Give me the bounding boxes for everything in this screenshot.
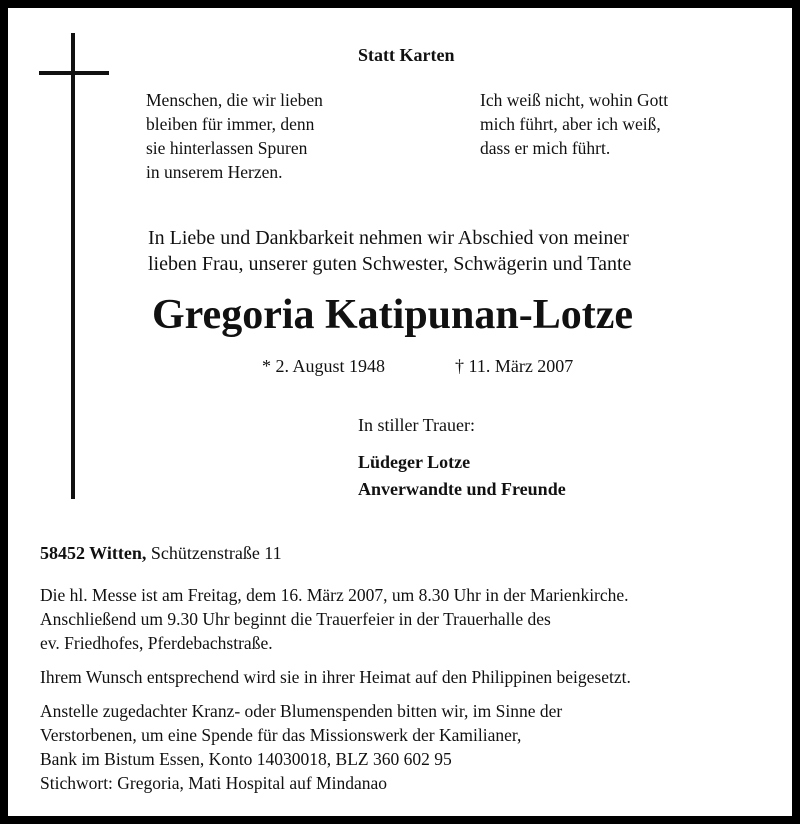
paragraph-line: ev. Friedhofes, Pferdebachstraße. [40,633,273,653]
poem-left-line: bleiben für immer, denn [146,114,315,134]
cross-icon-bar [39,71,109,75]
poem-left-line: sie hinterlassen Spuren [146,138,308,158]
deceased-name: Gregoria Katipunan-Lotze [152,292,634,338]
obituary-card [8,8,792,816]
birth-date: * 2. August 1948 [262,356,386,376]
mourner: Lüdeger Lotze [358,452,471,472]
paragraph-line: Verstorbenen, um eine Spende für das Missionswerk der Kamilianer, [40,725,522,745]
header-title: Statt Karten [358,45,455,65]
poem-left-line: in unserem Herzen. [146,162,283,182]
paragraph-line: Anschließend um 9.30 Uhr beginnt die Trauerfeier in der Trauerhalle des [40,609,551,629]
paragraph-line: Die hl. Messe ist am Freitag, dem 16. März 2007, um 8.30 Uhr in der Marienkirche. [40,585,629,605]
mourning-label: In stiller Trauer: [358,415,475,435]
cross-icon [71,33,75,499]
poem-right-line: dass er mich führt. [480,138,611,158]
poem-right-line: Ich weiß nicht, wohin Gott [480,90,669,110]
death-date: † 11. März 2007 [455,356,574,376]
address-city: 58452 Witten, [40,543,147,563]
paragraph-line: Ihrem Wunsch entsprechend wird sie in ihrer Heimat auf den Philippinen beigesetzt. [40,667,631,687]
address-street: Schützenstraße 11 [150,543,282,563]
paragraph-line: Bank im Bistum Essen, Konto 14030018, BLZ 360 602 95 [40,749,452,769]
intro-line: lieben Frau, unserer guten Schwester, Schwägerin und Tante [148,253,632,275]
mourner: Anverwandte und Freunde [358,479,566,499]
poem-right-line: mich führt, aber ich weiß, [480,114,661,134]
address [40,541,282,565]
intro-line: In Liebe und Dankbarkeit nehmen wir Abschied von meiner [148,227,629,249]
poem-left-line: Menschen, die wir lieben [146,90,323,110]
paragraph-line: Stichwort: Gregoria, Mati Hospital auf Mindanao [40,773,388,793]
paragraph-line: Anstelle zugedachter Kranz- oder Blumenspenden bitten wir, im Sinne der [40,701,563,721]
